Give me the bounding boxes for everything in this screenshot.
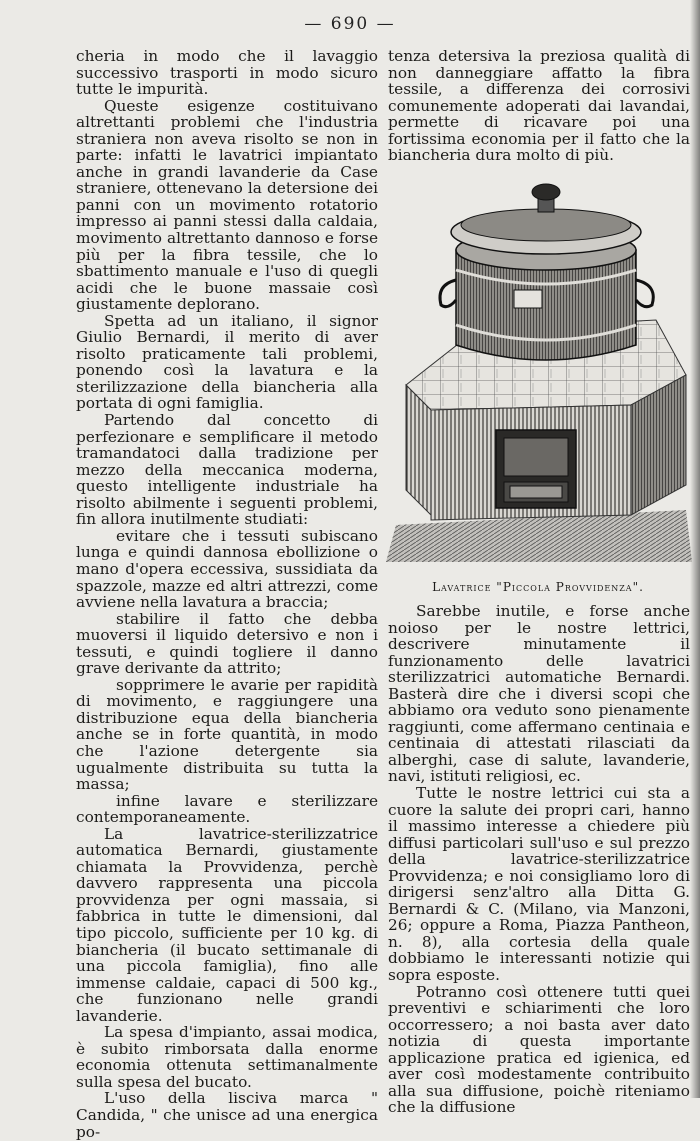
page-number: — 690 — [304, 14, 396, 34]
paragraph: tenza detersiva la preziosa qualità di non danneggiare affatto la fibra tessile, a differenza dei corrosivi comunemente adoperati dai lavandai, permette di ricavare poi una fortissima economia per il fatto che la biancheria dura molto di più. [388, 47, 690, 165]
paragraph: cheria in modo che il lavaggio successivo trasporti in modo sicuro tutte le impurità. [76, 47, 378, 99]
engraving-image [386, 170, 692, 570]
list-item: evitare che i tessuti subiscano lunga e quindi dannosa ebollizione o mano d'opera eccessiva, sussidiata da spazzole, mazze ed altri attrezzi, come avviene nella lavatura a braccia; [76, 526, 378, 612]
paragraph: Partendo dal concetto di perfezionare e semplificare il metodo tramandatoci dalla tradizione per mezzo della meccanica moderna, questo intelligente industriale ha risolto abilmente i seguenti problemi, fin allora inutilmente studiati: [76, 411, 378, 529]
paragraph: L'uso della lisciva marca " Candida, " che unisce ad una energica po- [76, 1089, 378, 1141]
paragraph: La lavatrice-sterilizzatrice automatica Bernardi, giustamente chiamata la Provvidenza, perchè davvero rappresenta una piccola provvidenza per ogni massaia, si fabbrica in tutte le dimensioni, dal tipo piccolo, sufficiente per 10 kg. di biancheria (il bucato settimanale di una piccola famiglia), fino alle immense caldaie, capaci di 500 kg., che funzionano nelle grandi lavanderie. [76, 824, 378, 1025]
figure-caption: Lavatrice "Piccola Provvidenza". [432, 580, 644, 594]
list-item: sopprimere le avarie per rapidità di movimento, e raggiungere una distribuzione equa della biancheria anche se in forte quantità, in modo che l'azione detergente sia ugualmente distribuita su tutta la massa; [76, 675, 378, 794]
paragraph: Potranno così ottenere tutti quei preventivi e schiarimenti che loro occorressero; a noi basta aver dato notizia di questa importante applicazione pratica ed igienica, ed aver così modestamente contribuito alla sua diffusione, poichè riteniamo che la diffusione [388, 982, 690, 1117]
list-item: stabilire il fatto che debba muoversi il liquido detersivo e non i tessuti, e quindi togliere il danno grave derivante da attrito; [76, 609, 378, 678]
paragraph: La spesa d'impianto, assai modica, è subito rimborsata dalla enorme economia ottenuta settimanalmente sulla spesa del bucato. [76, 1023, 378, 1091]
paragraph: Queste esigenze costituivano altrettanti problemi che l'industria straniera non aveva risolto se non in parte: infatti le lavatrici impiantato anche in grandi lavanderie da Case straniere, ottenevano la detersione dei panni con un movimento rotatorio impresso ai panni stessi dalla caldaia, movimento altrettanto dannoso e forse più per la fibra tessile, che lo sbattimento manuale e l'uso di quegli acidi che le buone massaie così giustamente deplorano. [76, 96, 378, 314]
paragraph: Sarebbe inutile, e forse anche noioso per le nostre lettrici, descrivere minutamente il funzionamento delle lavatrici sterilizzatrici automatiche Bernardi. Basterà dire che i diversi scopi che abbiamo ora veduto sono pienamente raggiunti, come affermano centinaia e centinaia di attestati rilasciati da alberghi, case di salute, lavanderie, navi, istituti religiosi, ec. [388, 602, 690, 786]
list-item: infine lavare e sterilizzare contemporaneamente. [76, 791, 378, 827]
right-column-top [388, 48, 690, 164]
washing-machine-illustration [386, 170, 692, 570]
paragraph: Spetta ad un italiano, il signor Giulio Bernardi, il merito di aver risolto praticamente tali problemi, ponendo così la lavatura e la sterilizzazione della biancheria alla portata di ogni famiglia. [76, 311, 378, 413]
left-column [76, 48, 378, 1140]
right-column-bottom [388, 603, 690, 1116]
paragraph: Tutte le nostre lettrici cui sta a cuore la salute dei propri cari, hanno il massimo interesse a chiedere più diffusi particolari sull'uso e sul prezzo della lavatrice-sterilizzatrice Provvidenza; e noi consigliamo loro di dirigersi senz'altro alla Ditta G. Bernardi & C. (Milano, via Manzoni, 26; oppure a Roma, Piazza Pantheon, n. 8), alla cortesia della quale dobbiamo le interessanti notizie qui sopra esposte. [388, 784, 690, 985]
page-edge-shadow [690, 0, 700, 1098]
